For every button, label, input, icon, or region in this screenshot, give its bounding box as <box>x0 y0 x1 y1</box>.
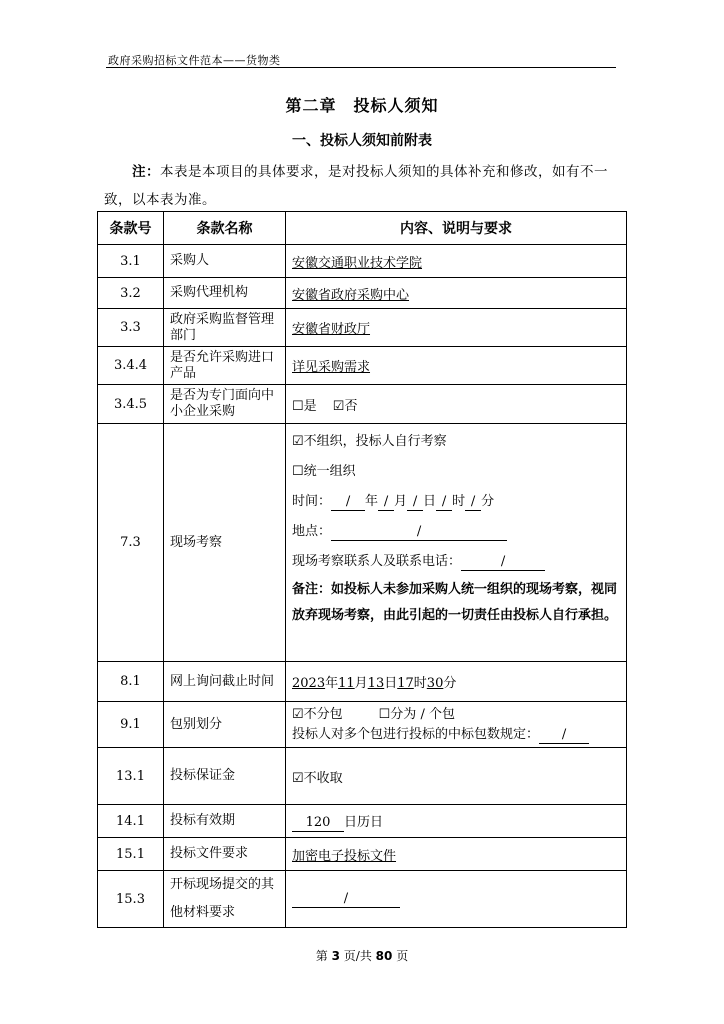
validity-days: 120 <box>292 815 344 832</box>
clause-no: 7.3 <box>98 424 164 662</box>
supervisor-value: 安徽省财政厅 <box>292 322 371 337</box>
clause-no: 14.1 <box>98 805 164 838</box>
chapter-title: 第二章 投标人须知 <box>285 96 439 115</box>
footer-mid: 页/共 <box>339 949 376 963</box>
sme-no-checkbox: ☑否 <box>332 398 358 414</box>
deadline-minute-unit: 分 <box>443 676 457 691</box>
page-footer <box>0 947 724 964</box>
clause-no: 3.3 <box>98 309 164 347</box>
footer-post: 页 <box>392 949 409 963</box>
clause-no: 9.1 <box>98 702 164 748</box>
deadline-hour-unit: 时 <box>413 676 427 691</box>
deadline-minute: 30 <box>426 676 444 691</box>
deadline-year-unit: 年 <box>325 676 339 691</box>
clause-name: 网上询问截止时间 <box>164 662 286 702</box>
clause-name: 政府采购监督管理部门 <box>164 309 286 347</box>
note-label: 注： <box>132 164 160 180</box>
page-number: 3 <box>331 949 340 963</box>
footer-pre: 第 <box>315 949 332 963</box>
site-visit-contact <box>292 547 626 577</box>
deadline-day: 13 <box>367 676 385 691</box>
clause-name: 投标文件要求 <box>164 838 286 871</box>
site-visit-place <box>292 517 626 547</box>
inquiry-deadline <box>286 662 627 702</box>
site-visit-option-organized: ☐统一组织 <box>292 464 356 479</box>
header-rule <box>106 67 616 68</box>
table-row <box>98 245 627 278</box>
unit-month: 月 <box>394 494 408 509</box>
blank-hour: / <box>436 494 452 511</box>
table-row <box>98 278 627 309</box>
lots-checkbox: ☐分为 / 个包 <box>378 706 455 722</box>
table-row <box>98 871 627 928</box>
table-row <box>98 702 627 748</box>
header-content: 内容、说明与要求 <box>286 212 627 245</box>
table-row <box>98 748 627 805</box>
table-row <box>98 385 627 424</box>
table-row <box>98 805 627 838</box>
clause-no: 3.2 <box>98 278 164 309</box>
clause-name: 包别划分 <box>164 702 286 748</box>
deadline-year: 2023 <box>292 676 326 691</box>
lot-rule-text: 投标人对多个包进行投标的中标包数规定： <box>292 726 540 742</box>
clause-no: 15.1 <box>98 838 164 871</box>
clause-name: 是否允许采购进口产品 <box>164 347 286 385</box>
deadline-month-unit: 月 <box>354 676 368 691</box>
blank-other-materials: / <box>292 891 400 908</box>
deadline-day-unit: 日 <box>384 676 398 691</box>
purchaser-value: 安徽交通职业技术学院 <box>292 255 423 271</box>
note-text: 本表是本项目的具体要求，是对投标人须知的具体补充和修改，如有不一致，以本表为准。 <box>104 164 608 208</box>
clause-no: 15.3 <box>98 871 164 928</box>
deadline-hour: 17 <box>397 676 414 691</box>
clause-name: 是否为专门面向中小企业采购 <box>164 385 286 424</box>
clause-no: 8.1 <box>98 662 164 702</box>
table-row <box>98 838 627 871</box>
blank-month: / <box>378 494 394 511</box>
clause-name: 开标现场提交的其他材料要求 <box>164 871 286 928</box>
clause-name: 采购人 <box>164 245 286 278</box>
unit-minute: 分 <box>481 494 495 509</box>
no-lot-checkbox: ☑不分包 <box>292 706 343 722</box>
clause-no: 3.4.5 <box>98 385 164 424</box>
blank-contact: / <box>461 554 545 571</box>
table-row <box>98 424 627 662</box>
sme-yes-checkbox: ☐是 <box>292 398 317 414</box>
clause-name: 投标有效期 <box>164 805 286 838</box>
unit-year: 年 <box>365 494 379 509</box>
section-title: 一、投标人须知前附表 <box>292 133 432 149</box>
contact-label: 现场考察联系人及联系电话： <box>292 554 462 569</box>
blank-year: / <box>331 494 365 511</box>
table-row <box>98 662 627 702</box>
clause-name: 采购代理机构 <box>164 278 286 309</box>
clause-name: 投标保证金 <box>164 748 286 805</box>
blank-day: / <box>407 494 423 511</box>
blank-minute: / <box>465 494 481 511</box>
unit-day: 日 <box>423 494 437 509</box>
header-clause-no: 条款号 <box>98 212 164 245</box>
table-row <box>98 347 627 385</box>
table-note <box>104 158 620 214</box>
deadline-month: 11 <box>338 676 355 691</box>
site-visit-time <box>292 487 626 517</box>
clause-name: 现场考察 <box>164 424 286 662</box>
page-total: 80 <box>375 949 393 963</box>
place-label: 地点： <box>292 524 332 539</box>
site-visit-remark: 备注：如投标人未参加采购人统一组织的现场考察，视同放弃现场考察，由此引起的一切责任由投标人自行承担。 <box>292 582 618 623</box>
blank-place: / <box>331 524 507 541</box>
site-visit-option-none: ☑不组织，投标人自行考察 <box>292 434 447 449</box>
validity-unit: 日历日 <box>344 814 384 830</box>
clause-no: 13.1 <box>98 748 164 805</box>
agency-value: 安徽省政府采购中心 <box>292 287 410 303</box>
lot-options <box>292 705 626 725</box>
lot-rule <box>292 725 626 745</box>
table-row <box>98 309 627 347</box>
bid-validity <box>286 805 627 838</box>
running-header: 政府采购招标文件范本——货物类 <box>108 54 281 67</box>
clause-no: 3.4.4 <box>98 347 164 385</box>
bid-bond-checkbox: ☑不收取 <box>286 748 627 805</box>
bid-file-value: 加密电子投标文件 <box>292 848 397 864</box>
unit-hour: 时 <box>452 494 466 509</box>
bidder-instructions-table <box>97 211 627 928</box>
import-value: 详见采购需求 <box>292 360 371 375</box>
time-label: 时间： <box>292 494 332 509</box>
clause-no: 3.1 <box>98 245 164 278</box>
blank-lot-rule: / <box>539 727 589 744</box>
header-clause-name: 条款名称 <box>164 212 286 245</box>
table-header-row <box>98 212 627 245</box>
